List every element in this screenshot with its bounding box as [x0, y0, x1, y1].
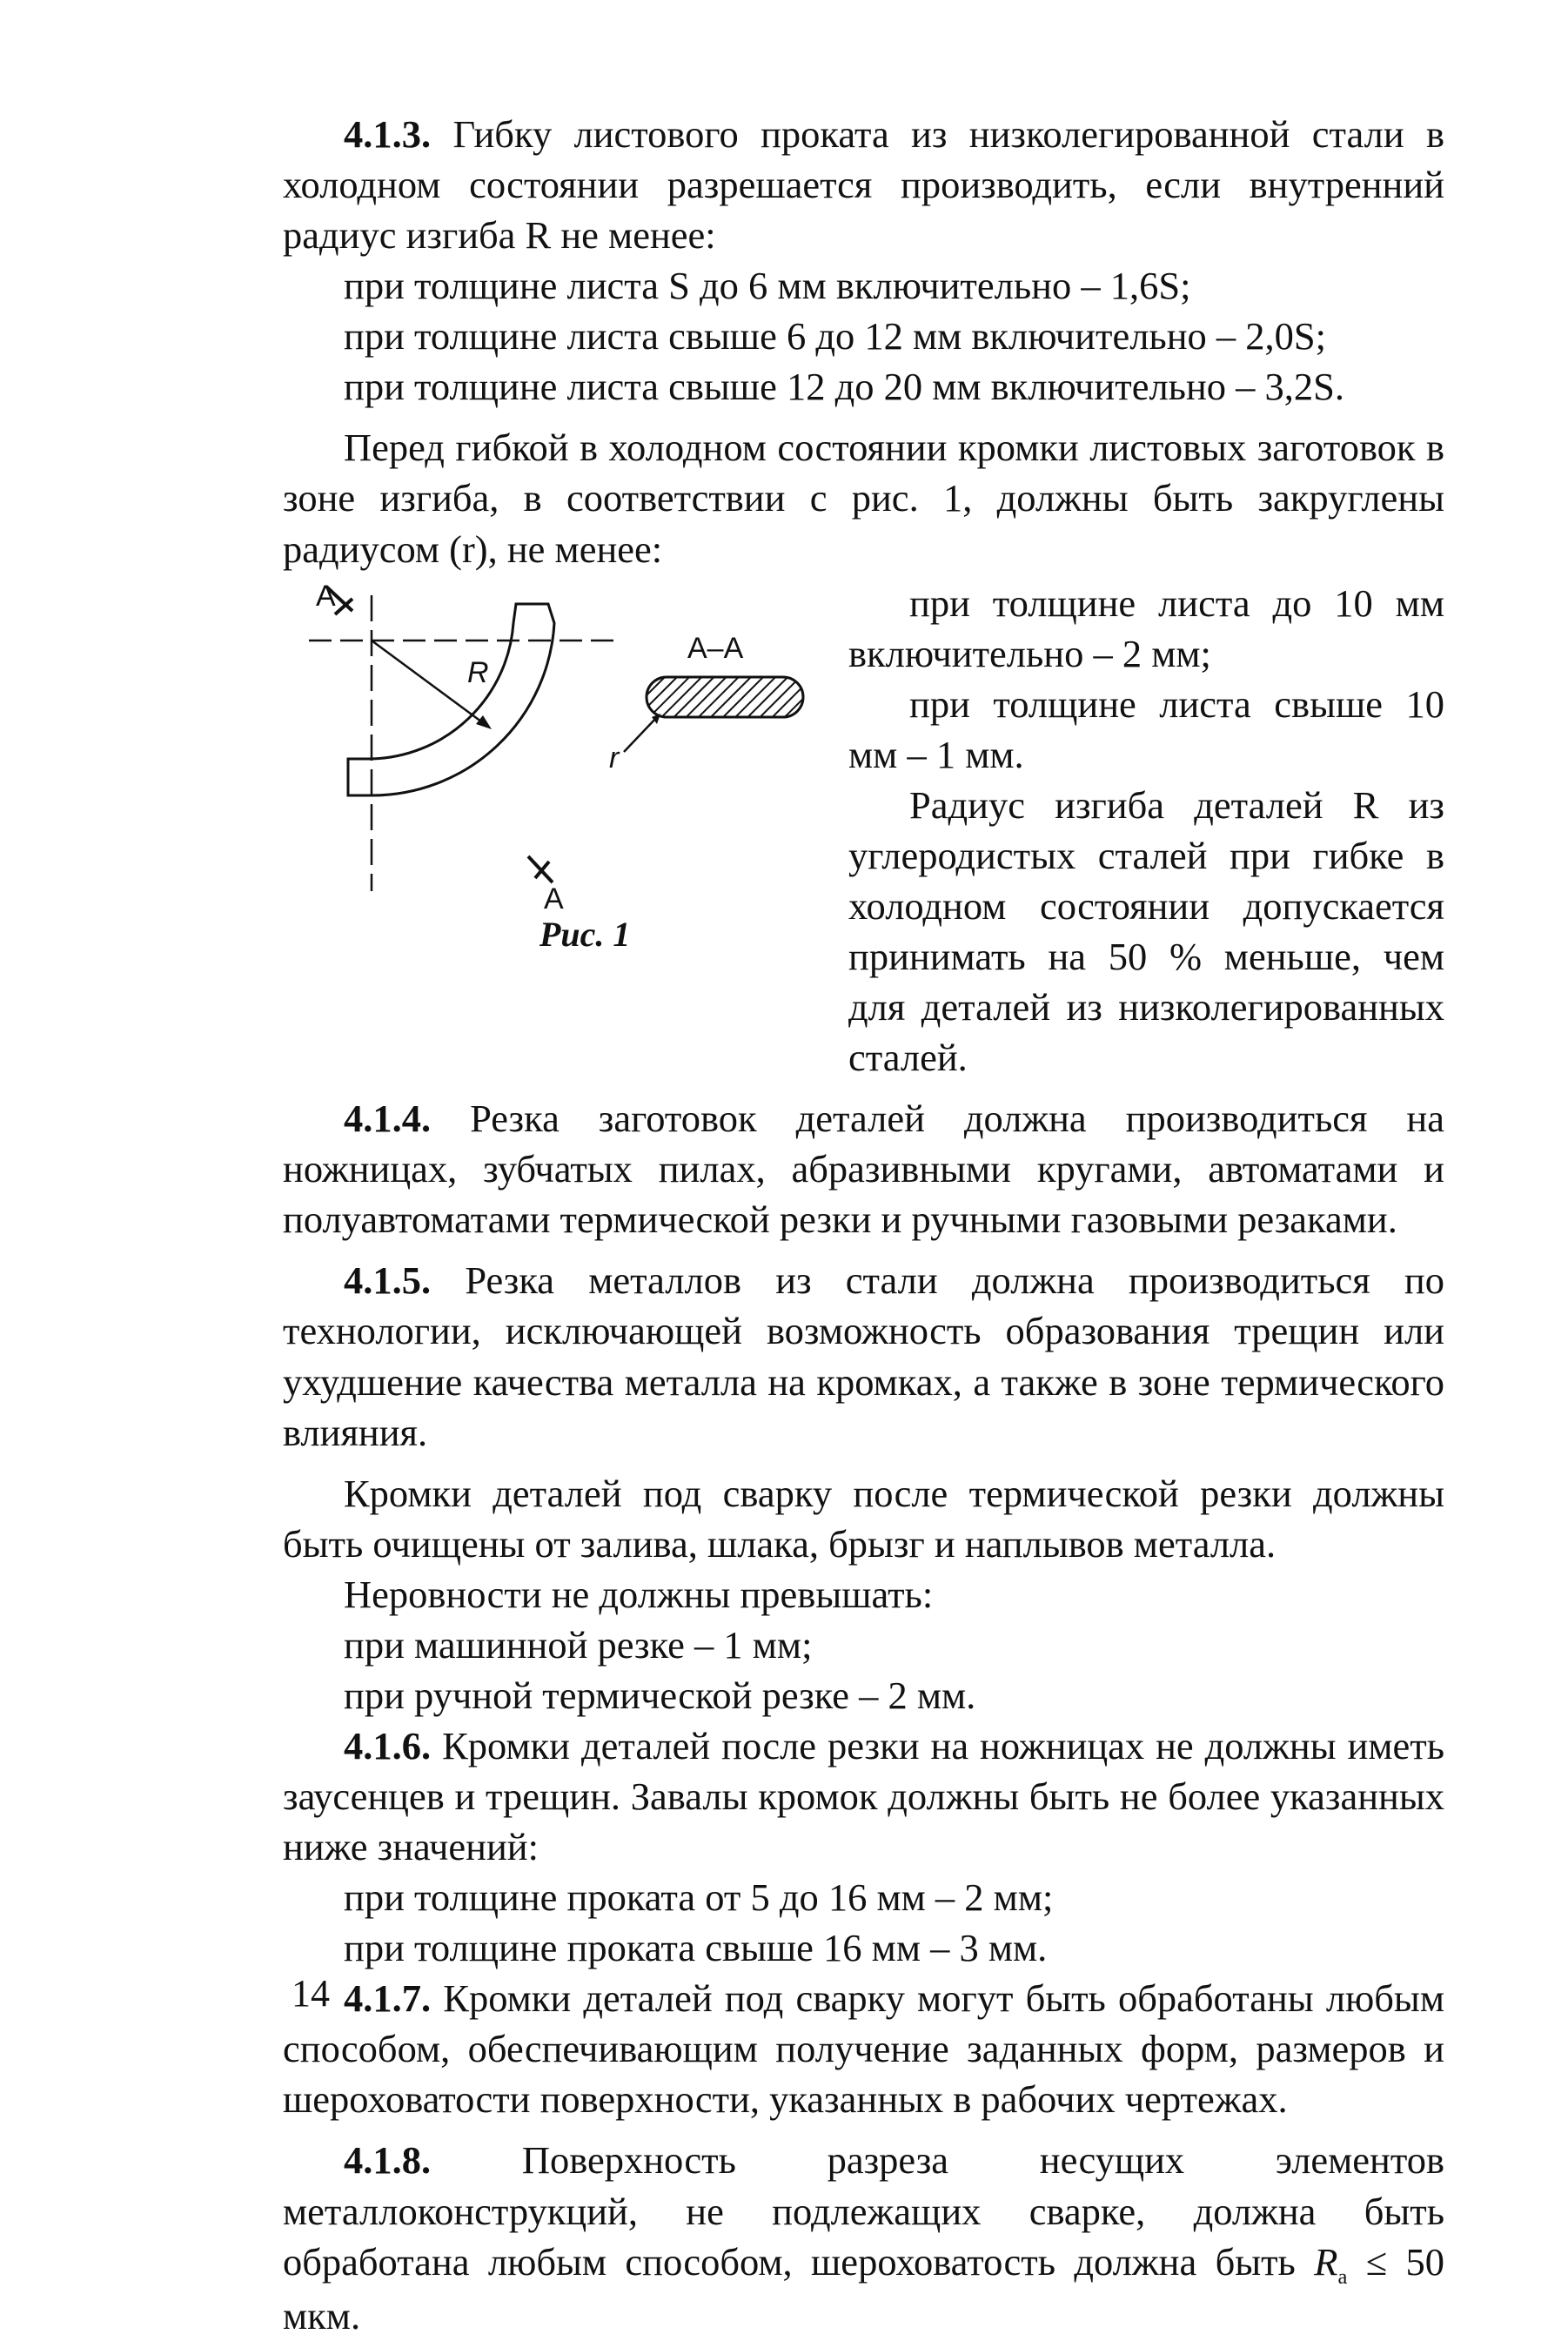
- paragraph-text: Резка заготовок деталей должна производиться на ножницах, зубчатых пилах, абразивными кругами, автоматами и полуавтоматами термической резки и ручными газовыми резаками.: [283, 1097, 1444, 1242]
- paragraph-4-1-6: [283, 1721, 1444, 1872]
- label-radius-small-r: r: [609, 741, 620, 775]
- small-radius-leader: [624, 717, 657, 752]
- paragraph-4-1-8: [283, 2135, 1444, 2341]
- section-number: 4.1.7.: [344, 1976, 432, 2021]
- label-a-bottom: A: [544, 882, 564, 916]
- label-a-top: A: [316, 579, 336, 613]
- paragraph-text: Резка металлов из стали должна производиться по технологии, исключающей возможность образования трещин или ухудшение качества металла на кромках, а также в зоне термического влияния.: [283, 1258, 1444, 1454]
- section-a-a-shape: [647, 677, 803, 717]
- label-radius-r: R: [467, 655, 489, 689]
- paragraph-4-1-5: [283, 1255, 1444, 1457]
- section-number: 4.1.3.: [344, 112, 432, 156]
- paragraph-4-1-3: [283, 109, 1444, 260]
- figure-caption: Рис. 1: [539, 914, 631, 954]
- section-number: 4.1.6.: [344, 1723, 432, 1767]
- roughness-limit: ≤ 50 мкм.: [283, 2239, 1444, 2338]
- figure-1: [283, 578, 848, 969]
- figure-side-text: [848, 578, 1444, 1083]
- paragraph-text: Поверхность разреза несущих элементов металлоконструкций, не подлежащих сварке, должна быть обработана любым способом, шероховатость должна быть: [283, 2138, 1444, 2284]
- paragraph-unevenness: Неровности не должны превышать:: [344, 1572, 934, 1616]
- list-item: при толщине проката от 5 до 16 мм – 2 мм;: [344, 1875, 1054, 1920]
- list-item: при толщине листа S до 6 мм включительно – 1,6S;: [344, 264, 1191, 308]
- list-item: при ручной термической резке – 2 мм.: [344, 1673, 976, 1717]
- list-item: при машинной резке – 1 мм;: [344, 1622, 813, 1667]
- list-item: при толщине листа свыше 10 мм – 1 мм.: [848, 681, 1444, 776]
- figure-row: [283, 578, 1444, 1083]
- list-item: при толщине листа свыше 12 до 20 мм включительно – 3,2S.: [344, 365, 1345, 409]
- section-number: 4.1.5.: [344, 1258, 432, 1303]
- page-body: [283, 109, 1444, 2341]
- radius-arrowhead: [476, 715, 492, 729]
- section-number: 4.1.8.: [344, 2138, 432, 2183]
- list-item: при толщине листа свыше 6 до 12 мм включительно – 2,0S;: [344, 314, 1326, 359]
- paragraph-edge-rounding: Перед гибкой в холодном состоянии кромки листовых заготовок в зоне изгиба, в соответствии с рис. 1, должны быть закруглены радиусом (r), не менее:: [283, 426, 1444, 571]
- roughness-subscript: a: [1337, 2264, 1348, 2289]
- page-number: 14: [291, 1972, 330, 2015]
- section-number: 4.1.4.: [344, 1097, 432, 1141]
- bend-drawing: [283, 578, 848, 969]
- paragraph-edge-cleaning: Кромки деталей под сварку после термической резки должны быть очищены от залива, шлака, брызг и наплывов металла.: [283, 1471, 1444, 1566]
- roughness-symbol: R: [1314, 2239, 1338, 2284]
- list-item: при толщине листа до 10 мм включительно – 2 мм;: [848, 580, 1444, 675]
- paragraph-4-1-7: [283, 1973, 1444, 2124]
- paragraph-carbon-steel: Радиус изгиба деталей R из углеродистых сталей при гибке в холодном состоянии допускается принимать на 50 % меньше, чем для деталей из низколегированных сталей.: [848, 782, 1444, 1080]
- label-section-a-a: A–A: [687, 631, 744, 665]
- paragraph-text: Гибку листового проката из низколегированной стали в холодном состоянии разрешается производить, если внутренний радиус изгиба R не менее:: [283, 112, 1444, 258]
- paragraph-text: Кромки деталей под сварку могут быть обработаны любым способом, обеспечивающим получение заданных форм, размеров и шероховатости поверхности, указанных в рабочих чертежах.: [283, 1976, 1444, 2122]
- list-item: при толщине проката свыше 16 мм – 3 мм.: [344, 1926, 1048, 1970]
- paragraph-text: Кромки деталей после резки на ножницах не должны иметь заусенцев и трещин. Завалы кромок должны быть не более указанных ниже значений:: [283, 1723, 1444, 1869]
- paragraph-4-1-4: [283, 1093, 1444, 1244]
